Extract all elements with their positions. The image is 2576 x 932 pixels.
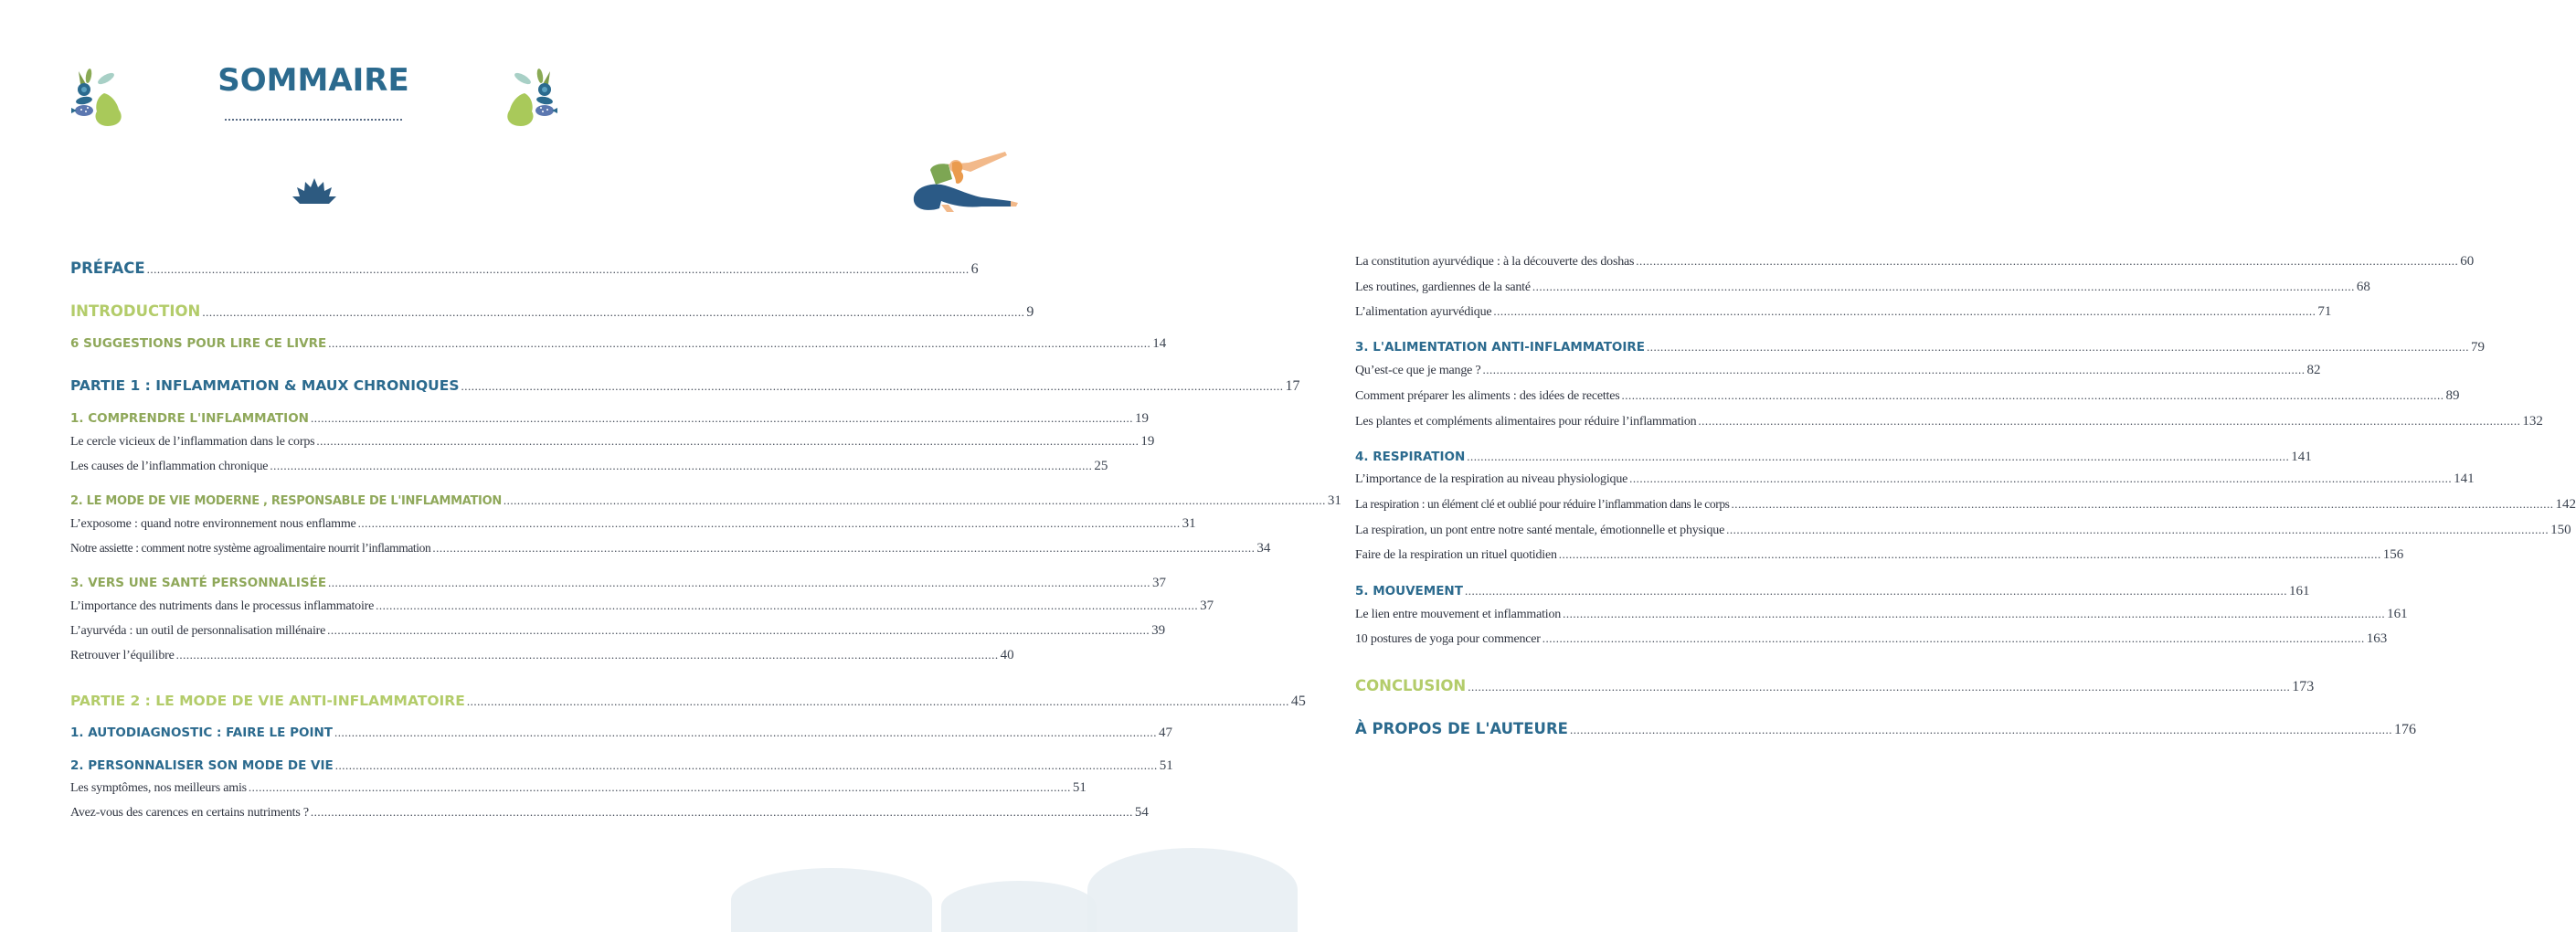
toc-page-number: 89 (2445, 388, 2460, 403)
toc-page-number: 31 (1182, 516, 1196, 531)
toc-entry[interactable] (70, 493, 1341, 509)
toc-page-number: 82 (2306, 363, 2321, 377)
toc-entry[interactable] (1355, 363, 2321, 378)
dot-leader (1732, 497, 2554, 512)
toc-entry-label: 1. COMPRENDRE L'INFLAMMATION (70, 411, 309, 426)
toc-entry-label: INTRODUCTION (70, 302, 201, 320)
toc-page-number: 17 (1285, 378, 1300, 394)
toc-page-number: 161 (2288, 584, 2310, 598)
toc-entry[interactable] (70, 259, 979, 278)
toc-page-number: 9 (1026, 304, 1034, 320)
dot-leader (1570, 723, 2392, 737)
toc-entry[interactable] (70, 758, 1173, 774)
dot-leader (1622, 388, 2444, 403)
decorative-hill (1087, 848, 1298, 932)
dot-leader (1559, 547, 2381, 562)
toc-page-number: 161 (2387, 607, 2408, 621)
toc-entry[interactable] (70, 336, 1167, 352)
dot-leader (1465, 584, 2287, 598)
toc-entry-label: L’exposome : quand notre environnement nous enflamme (70, 517, 356, 531)
toc-entry[interactable] (70, 693, 1306, 710)
toc-entry-label: À PROPOS DE L'AUTEURE (1355, 720, 1568, 737)
toc-entry-label: Le lien entre mouvement et inflammation (1355, 608, 1562, 621)
toc-entry-label: L’importance des nutriments dans le processus inflammatoire (70, 599, 375, 613)
toc-entry[interactable] (70, 780, 1087, 796)
toc-page-number: 37 (1200, 598, 1214, 613)
toc-entry-label: 1. AUTODIAGNOSTIC : FAIRE LE POINT (70, 725, 333, 740)
toc-entry-label: 6 SUGGESTIONS POUR LIRE CE LIVRE (70, 336, 327, 351)
toc-entry[interactable] (70, 623, 1166, 639)
toc-entry-label: La respiration, un pont entre notre santé mentale, émotionnelle et physique (1355, 524, 1725, 537)
toc-entry-label: L’importance de la respiration au niveau physiologique (1355, 472, 1628, 486)
toc-entry[interactable] (1355, 304, 2332, 320)
toc-entry[interactable] (1355, 471, 2475, 487)
toc-entry-label: Les causes de l’inflammation chronique (70, 460, 269, 473)
toc-page-number: 25 (1094, 459, 1108, 473)
toc-entry-label: PRÉFACE (70, 259, 145, 277)
toc-entry[interactable] (1355, 450, 2312, 465)
toc-page-number: 31 (1327, 493, 1341, 508)
dot-leader (1467, 450, 2289, 464)
toc-entry-label: Avez-vous des carences en certains nutriments ? (70, 806, 309, 820)
toc-entry[interactable] (1355, 254, 2475, 270)
toc-entry-label: L’alimentation ayurvédique (1355, 305, 1492, 319)
toc-page-number: 142 (2555, 497, 2576, 512)
toc-entry-label: L’ayurvéda : un outil de personnalisation millénaire (70, 624, 326, 638)
toc-entry[interactable] (1355, 677, 2315, 695)
toc-page-number: 141 (2291, 450, 2312, 464)
toc-entry[interactable] (1355, 414, 2543, 429)
toc-entry-label: Les plantes et compléments alimentaires pour réduire l’inflammation (1355, 415, 1697, 429)
toc-entry[interactable] (1355, 523, 2571, 538)
title-divider (225, 119, 402, 121)
pear-fruit-icon (503, 66, 559, 128)
toc-entry-label: Comment préparer les aliments : des idées de recettes (1355, 389, 1620, 403)
toc-entry[interactable] (70, 377, 1300, 395)
dot-leader (1532, 280, 2355, 294)
toc-entry[interactable] (70, 434, 1155, 450)
toc-entry[interactable] (70, 541, 1271, 556)
toc-entry-label: CONCLUSION (1355, 677, 1467, 694)
toc-entry[interactable] (1355, 547, 2404, 563)
toc-entry[interactable] (70, 302, 1034, 321)
toc-page-number: 14 (1152, 336, 1167, 351)
toc-entry[interactable] (70, 411, 1149, 427)
toc-page-number: 51 (1159, 758, 1173, 773)
dot-leader (1647, 340, 2469, 355)
toc-page-number: 51 (1072, 780, 1087, 795)
toc-entry[interactable] (1355, 280, 2370, 295)
toc-entry[interactable] (70, 576, 1167, 591)
toc-entry[interactable] (1355, 631, 2388, 647)
toc-page-number: 60 (2460, 254, 2475, 269)
toc-entry-label: Notre assiette : comment notre système agroalimentaire nourrit l’inflammation (70, 541, 431, 555)
toc-page-number: 34 (1256, 541, 1271, 556)
dot-leader (1468, 680, 2290, 694)
toc-entry[interactable] (1355, 340, 2486, 355)
toc-entry[interactable] (70, 459, 1108, 474)
toc-entry-label: PARTIE 1 : INFLAMMATION & MAUX CHRONIQUES (70, 377, 460, 394)
toc-page-number: 39 (1151, 623, 1166, 638)
toc-page-number: 47 (1158, 725, 1172, 740)
dot-leader (1563, 607, 2385, 621)
yoga-woman-illustration (905, 146, 1022, 216)
toc-page-number: 37 (1152, 576, 1167, 590)
toc-page-number: 156 (2382, 547, 2404, 562)
toc-entry-label: 5. MOUVEMENT (1355, 584, 1463, 598)
toc-page-number: 54 (1134, 805, 1149, 820)
dot-leader (1493, 304, 2316, 319)
toc-page-number: 79 (2471, 340, 2486, 355)
dot-leader (1726, 523, 2549, 537)
toc-entry[interactable] (70, 516, 1196, 532)
toc-page-number: 150 (2550, 523, 2571, 537)
toc-entry-label: Le cercle vicieux de l’inflammation dans le corps (70, 435, 315, 449)
dot-leader (1636, 254, 2458, 269)
toc-entry-label: PARTIE 2 : LE MODE DE VIE ANTI-INFLAMMATOIRE (70, 693, 465, 709)
toc-entry[interactable] (70, 598, 1214, 614)
toc-page-number: 19 (1140, 434, 1155, 449)
dot-leader (1542, 631, 2365, 646)
toc-entry-label: 3. VERS UNE SANTÉ PERSONNALISÉE (70, 576, 327, 590)
dot-leader (1698, 414, 2520, 429)
toc-entry[interactable] (1355, 584, 2310, 599)
toc-entry[interactable] (1355, 388, 2460, 404)
toc-page-number: 173 (2292, 679, 2315, 694)
toc-entry-label: La respiration : un élément clé et oublié pour réduire l’inflammation dans le corps (1355, 497, 1730, 511)
toc-entry[interactable] (70, 805, 1149, 821)
toc-page-number: 40 (1000, 648, 1014, 662)
decorative-hill (941, 881, 1097, 932)
toc-entry-label: Les routines, gardiennes de la santé (1355, 281, 1531, 294)
pear-fruit-icon (69, 66, 126, 128)
toc-entry-label: 2. LE MODE DE VIE MODERNE , RESPONSABLE DE L'INFLAMMATION (70, 494, 502, 508)
lotus-icon (291, 176, 338, 207)
toc-entry[interactable] (70, 725, 1172, 741)
dot-leader (1482, 363, 2305, 377)
toc-entry-label: 3. L'ALIMENTATION ANTI-INFLAMMATOIRE (1355, 340, 1646, 355)
toc-entry[interactable] (1355, 720, 2416, 738)
toc-entry[interactable] (1355, 497, 2576, 513)
toc-entry-label: 2. PERSONNALISER SON MODE DE VIE (70, 758, 334, 773)
toc-entry-label: La constitution ayurvédique : à la découverte des doshas (1355, 255, 1635, 269)
toc-page-number: 68 (2356, 280, 2370, 294)
toc-page-number: 71 (2317, 304, 2332, 319)
toc-entry[interactable] (1355, 607, 2408, 622)
toc-page-number: 19 (1134, 411, 1149, 426)
toc-page-number: 132 (2522, 414, 2543, 429)
toc-entry-label: Faire de la respiration un rituel quotidien (1355, 548, 1557, 562)
dot-leader (1629, 471, 2452, 486)
toc-page-number: 141 (2454, 471, 2475, 486)
toc-entry[interactable] (70, 648, 1014, 663)
toc-page-number: 176 (2393, 722, 2416, 737)
decorative-hill (731, 868, 932, 932)
toc-entry-label: Retrouver l’équilibre (70, 649, 175, 662)
toc-entry-label: Qu’est-ce que je mange ? (1355, 364, 1481, 377)
left-page (0, 0, 1341, 895)
toc-entry-label: 4. RESPIRATION (1355, 450, 1466, 464)
toc-entry-label: Les symptômes, nos meilleurs amis (70, 781, 247, 795)
toc-page-number: 45 (1290, 694, 1306, 709)
page-title: SOMMAIRE (217, 62, 409, 99)
toc-entry-label: 10 postures de yoga pour commencer (1355, 632, 1541, 646)
toc-page-number: 6 (970, 261, 979, 277)
toc-page-number: 163 (2366, 631, 2388, 646)
